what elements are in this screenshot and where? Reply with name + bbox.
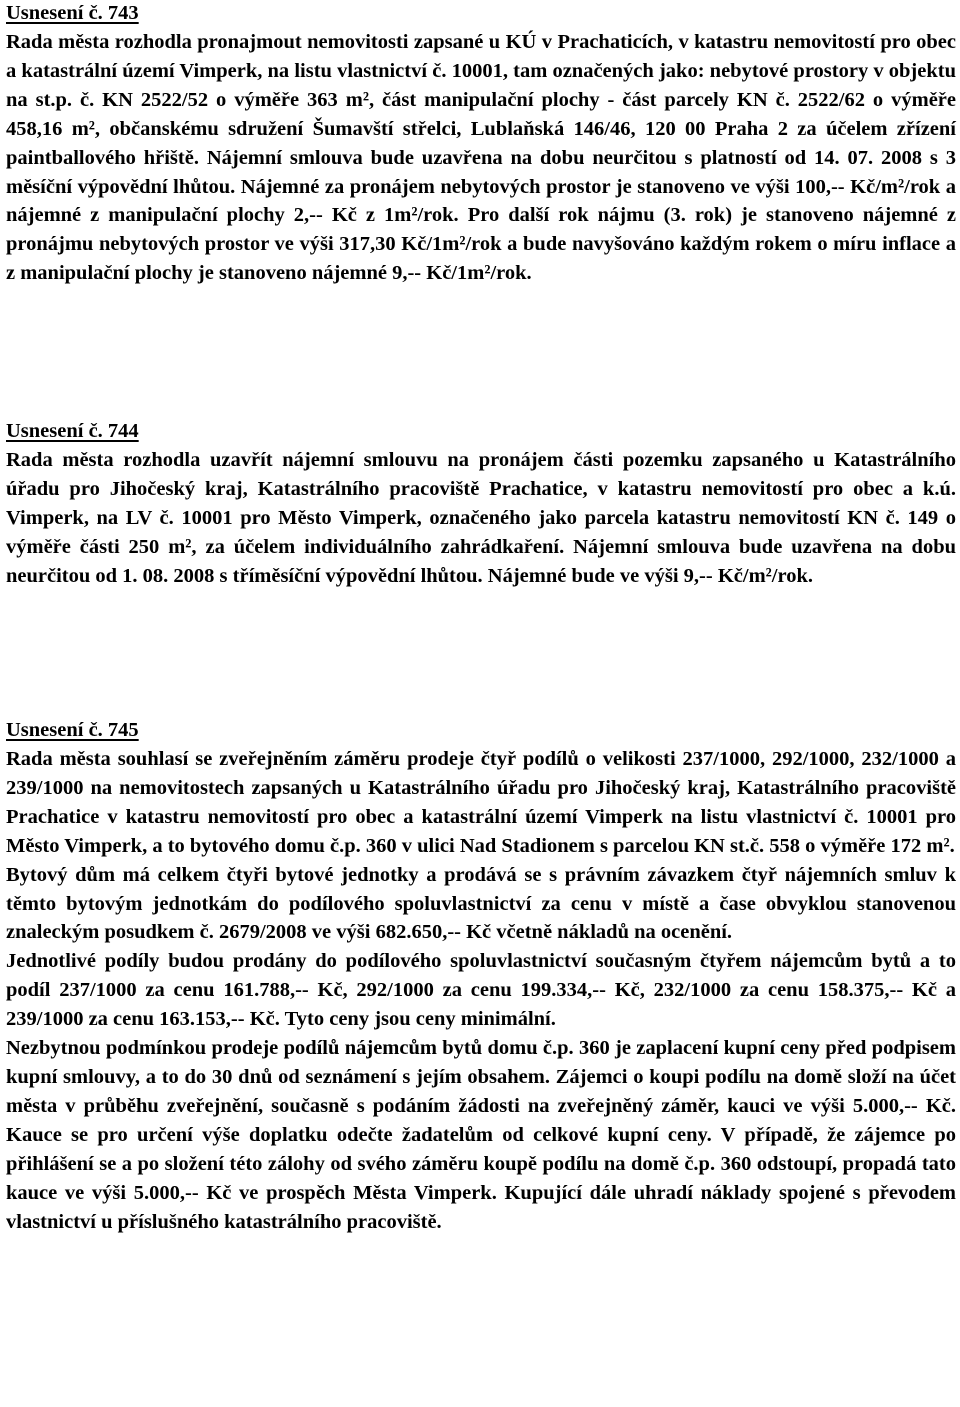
resolution-heading: Usnesení č. 743 bbox=[6, 2, 139, 24]
resolution-744 bbox=[6, 418, 956, 591]
resolution-745 bbox=[6, 717, 956, 1236]
resolution-paragraph: Rada města rozhodla pronajmout nemovitosti zapsané u KÚ v Prachaticích, v katastru nemovitostí pro obec a katastrální území Vimperk, na listu vlastnictví č. 10001, tam označených jako: nebytové prostory v objektu na st.p. č. KN 2522/52 o výměře 363 m², část manipulační plochy - část parcely KN č. 2522/62 o výměře 458,16 m², občanskému sdružení Šumavští střelci, Lublaňská 146/46, 120 00 Praha 2 za účelem zřízení paintballového hřiště. Nájemní smlouva bude uzavřena na dobu neurčitou s platností od 14. 07. 2008 s 3 měsíční výpovědní lhůtou. Nájemné za pronájem nebytových prostor je stanoveno ve výši 100,-- Kč/m²/rok a nájemné z manipulační plochy 2,-- Kč z 1m²/rok. Pro další rok nájmu (3. rok) je stanoveno nájemné z pronájmu nebytových prostor ve výši 317,30 Kč/1m²/rok a bude navyšováno každým rokem o míru inflace a z manipulační plochy je stanoveno nájemné 9,-- Kč/1m²/rok. bbox=[6, 31, 956, 285]
resolution-paragraph: Rada města rozhodla uzavřít nájemní smlouvu na pronájem části pozemku zapsaného u Katastrálního úřadu pro Jihočeský kraj, Katastrálního pracoviště Prachatice, v katastru nemovitostí pro obec a k.ú. Vimperk, na LV č. 10001 pro Město Vimperk, označeného jako parcela katastru nemovitostí KN č. 149 o výměře části 250 m², za účelem individuálního zahrádkaření. Nájemní smlouva bude uzavřena na dobu neurčitou od 1. 08. 2008 s tříměsíční výpovědní lhůtou. Nájemné bude ve výši 9,-- Kč/m²/rok. bbox=[6, 449, 956, 587]
resolution-heading: Usnesení č. 745 bbox=[6, 719, 139, 741]
resolution-paragraph: Rada města souhlasí se zveřejněním záměru prodeje čtyř podílů o velikosti 237/1000, 292/1000, 232/1000 a 239/1000 na nemovitostech zapsaných u Katastrálního úřadu pro Jihočeský kraj, Katastrálního pracoviště Prachatice v katastru nemovitostí pro obec a katastrální území Vimperk na listu vlastnictví č. 10001 pro Město Vimperk, a to bytového domu č.p. 360 v ulici Nad Stadionem s parcelou KN st.č. 558 o výměře 172 m². bbox=[6, 748, 956, 857]
resolution-heading: Usnesení č. 744 bbox=[6, 420, 139, 442]
resolution-743 bbox=[6, 0, 956, 288]
resolution-paragraph: Bytový dům má celkem čtyři bytové jednotky a prodává se s právním závazkem čtyř nájemních smluv k těmto bytovým jednotkám do podílového spoluvlastnictví za cenu v místě a čase obvyklou stanovenou znaleckým posudkem č. 2679/2008 ve výši 682.650,-- Kč včetně nákladů na ocenění. bbox=[6, 863, 956, 944]
resolution-paragraph: Nezbytnou podmínkou prodeje podílů nájemcům bytů domu č.p. 360 je zaplacení kupní ceny před podpisem kupní smlouvy, a to do 30 dnů od seznámení s jejím obsahem. Zájemci o koupi podílu na domě složí na účet města v průběhu zveřejnění, současně s podáním žádosti na zveřejněný záměr, kauci ve výši 5.000,-- Kč. Kauce se pro určení výše doplatku odečte žadatelům od celkové kupní ceny. V případě, že zájemce po přihlášení se a po složení této zálohy od svého záměru koupě podílu na domě č.p. 360 odstoupí, propadá tato kauce ve výši 5.000,-- Kč ve prospěch Města Vimperk. Kupující dále uhradí náklady spojené s převodem vlastnictví u příslušného katastrálního pracoviště. bbox=[6, 1037, 956, 1233]
resolution-paragraph: Jednotlivé podíly budou prodány do podílového spoluvlastnictví současným čtyřem nájemcům bytů a to podíl 237/1000 za cenu 161.788,-- Kč, 292/1000 za cenu 199.334,-- Kč, 232/1000 za cenu 158.375,-- Kč a 239/1000 za cenu 163.153,-- Kč. Tyto ceny jsou ceny minimální. bbox=[6, 950, 956, 1031]
